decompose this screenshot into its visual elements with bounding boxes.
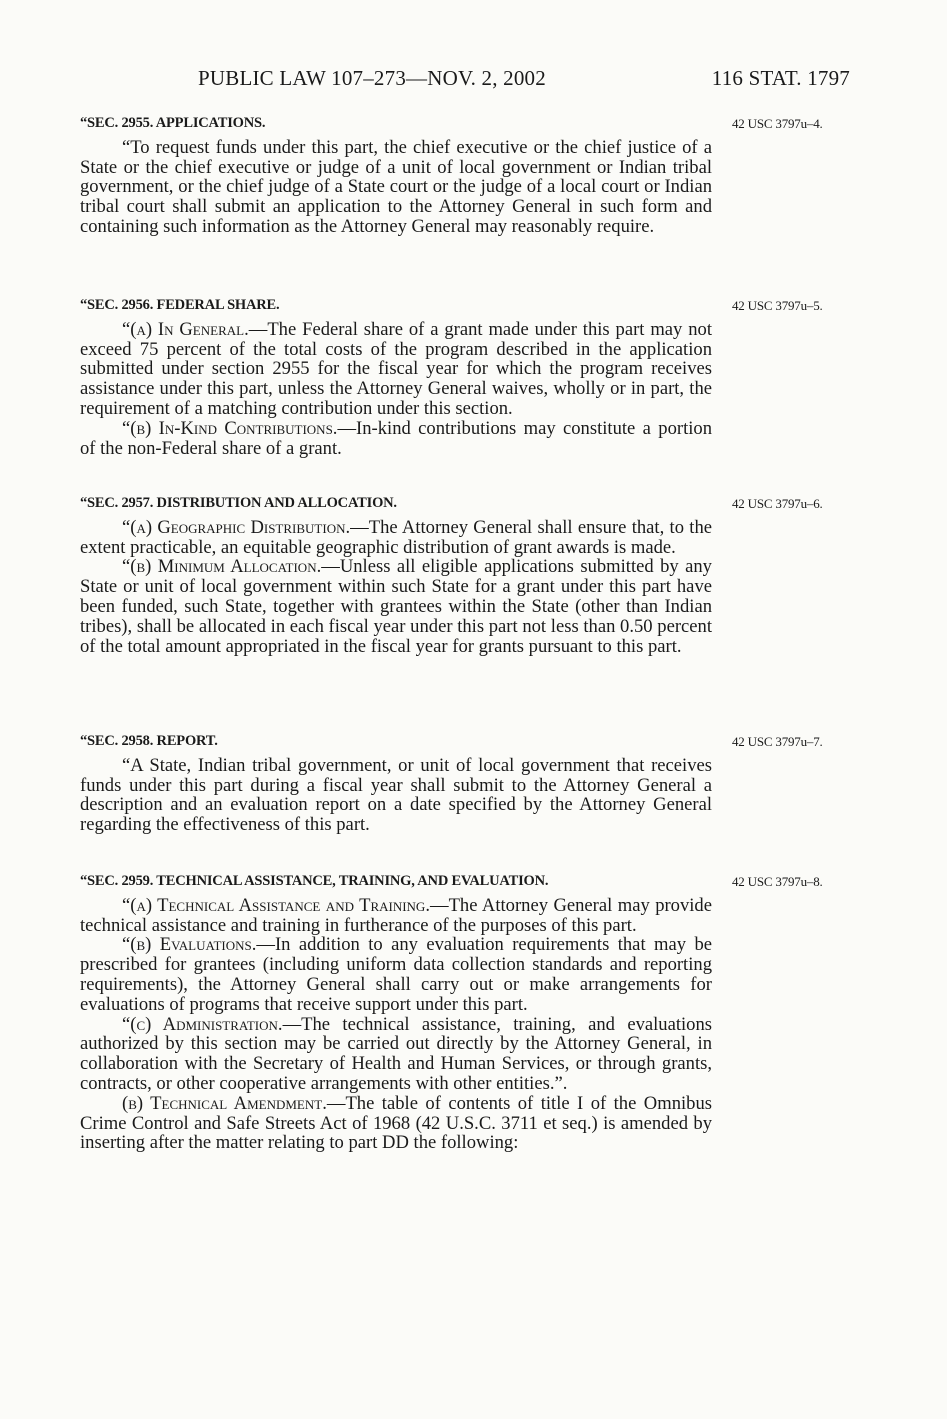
section-heading: “SEC. 2958. REPORT. [80,733,218,749]
paragraph-lead: “(a) Geographic Distribution. [122,516,351,538]
paragraph-text: —Unless all eligible applications submitted by any State or unit of local government within such State for a grant under this part have been funded, such State, together with grantees within the State (other than Indian tribes), shall be allocated in each fiscal year under this part not less than 0.50 percent of the total amount appropriated in the fiscal year for grants pursuant to this part. [80,556,712,657]
section-paragraph [80,935,712,1014]
section-heading: “SEC. 2955. APPLICATIONS. [80,115,266,131]
paragraph-text: —The Federal share of a grant made under this part may not exceed 75 percent of the total costs of the program described in the application submitted under section 2955 for the fiscal year for which the program receives assistance under this part, unless the Attorney General waives, wholly or in part, the requirement of a matching contribution under this section. [80,318,712,419]
section-heading: “SEC. 2959. TECHNICAL ASSISTANCE, TRAINING, AND EVALUATION. [80,873,549,889]
paragraph-text: “To request funds under this part, the chief executive or the chief justice of a State or the chief executive or judge of a unit of local government or Indian tribal government, or the chief judge of a State court or the judge of a local court or Indian tribal court shall submit an application to the Attorney General in such form and containing such information as the Attorney General may reasonably require. [80,136,712,237]
section-2955 [80,114,712,237]
margin-note-sec-2959: 42 USC 3797u–8. [732,874,823,889]
section-paragraph [80,1015,712,1094]
paragraph-text: —The technical assistance, training, and evaluations authorized by this section may be carried out directly by the Attorney General, in collaboration with the Secretary of Health and Human Services, or through grants, contracts, or other cooperative arrangements with other entities.”. [80,1013,712,1094]
paragraph-text: “A State, Indian tribal government, or unit of local government that receives funds under this part during a fiscal year shall submit to the Attorney General a description and an evaluation report on a date specified by the Attorney General regarding the effectiveness of this part. [80,754,712,836]
paragraph-lead: (b) Technical Amendment. [122,1092,327,1114]
paragraph-text: —The Attorney General may provide technical assistance and training in furtherance of the purposes of this part. [80,894,712,936]
paragraph-lead: “(a) In General. [122,318,249,340]
paragraph-text: —In-kind contributions may constitute a portion of the non-Federal share of a grant. [80,417,712,459]
section-2956 [80,296,712,458]
margin-note-sec-2958: 42 USC 3797u–7. [732,734,823,749]
paragraph-lead: “(a) Technical Assistance and Training. [122,894,430,916]
section-paragraph [80,557,712,656]
section-2957 [80,494,712,656]
section-paragraph [80,756,712,835]
paragraph-lead: “(b) In-Kind Contributions. [122,417,338,439]
margin-note-sec-2955: 42 USC 3797u–4. [732,116,823,131]
section-2958 [80,732,712,835]
paragraph-lead: “(b) Minimum Allocation. [122,556,322,578]
header-public-law: PUBLIC LAW 107–273—NOV. 2, 2002 [198,66,546,90]
section-2959 [80,872,712,1153]
section-paragraph [80,1094,712,1153]
margin-note-sec-2957: 42 USC 3797u–6. [732,496,823,511]
section-heading: “SEC. 2957. DISTRIBUTION AND ALLOCATION. [80,495,397,511]
section-paragraph [80,320,712,419]
paragraph-lead: “(c) Administration. [122,1013,283,1035]
section-paragraph [80,896,712,936]
running-header [198,66,850,96]
section-paragraph [80,419,712,459]
paragraph-text: —The table of contents of title I of the Omnibus Crime Control and Safe Streets Act of 1968 (42 U.S.C. 3711 et seq.) is amended by inserting after the matter relating to part DD the following: [80,1092,712,1154]
section-paragraph [80,138,712,237]
header-statute-page: 116 STAT. 1797 [711,66,850,90]
margin-note-sec-2956: 42 USC 3797u–5. [732,298,823,313]
paragraph-lead: “(b) Evaluations. [122,934,257,956]
section-heading: “SEC. 2956. FEDERAL SHARE. [80,297,280,313]
section-paragraph [80,518,712,558]
paragraph-text: —The Attorney General shall ensure that, to the extent practicable, an equitable geographic distribution of grant awards is made. [80,516,713,558]
paragraph-text: —In addition to any evaluation requirements that may be prescribed for grantees (including uniform data collection standards and reporting requirements), the Attorney General shall carry out or make arrangements for evaluations of programs that receive support under this part. [80,934,712,1015]
